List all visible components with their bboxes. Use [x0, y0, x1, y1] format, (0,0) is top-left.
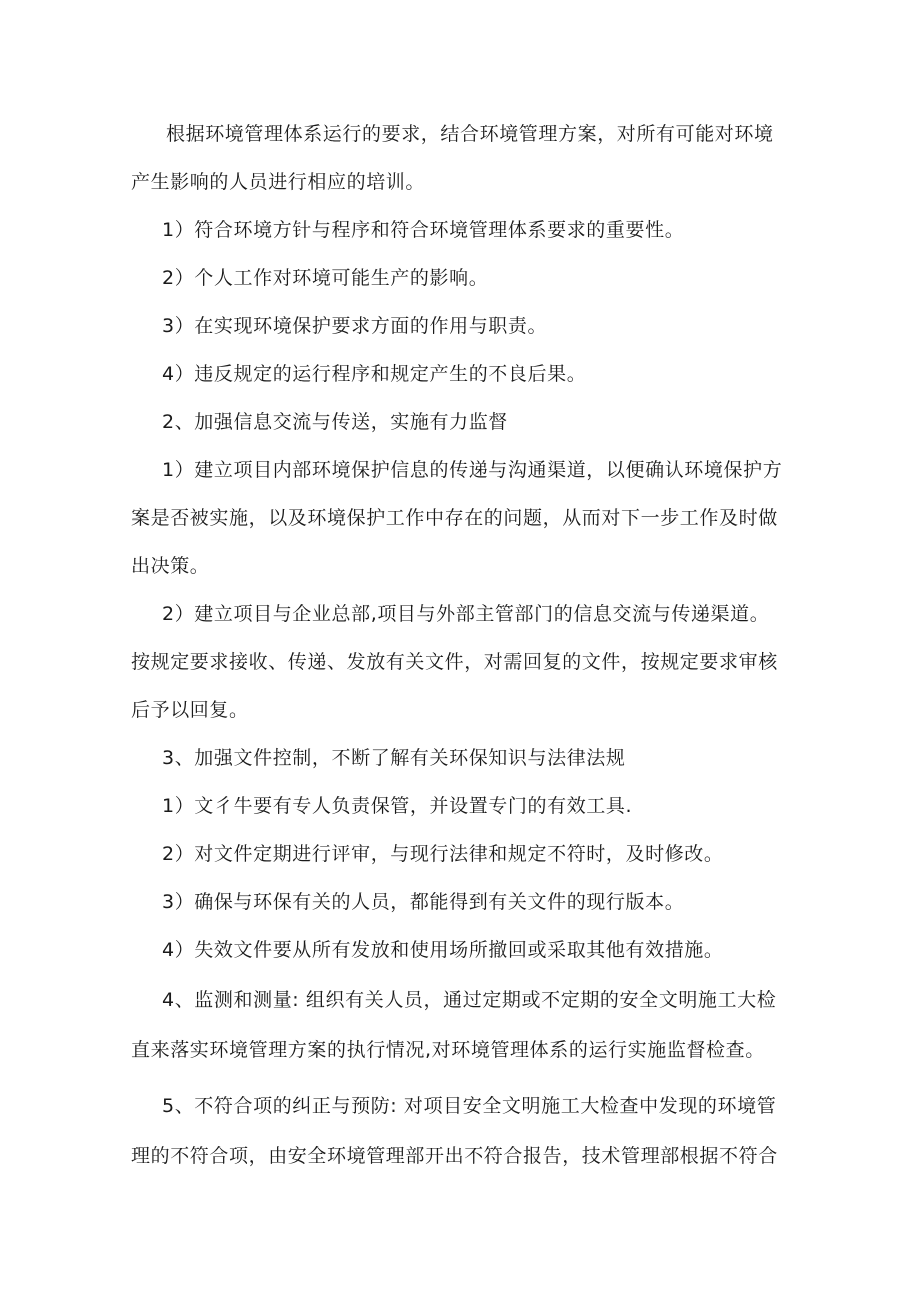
paragraph-line: 案是否被实施，以及环境保护工作中存在的问题，从而对下一步工作及时做: [131, 507, 778, 529]
list-item: 2）个人工作对环境可能生产的影响。: [162, 267, 489, 289]
paragraph-line: 后予以回复。: [131, 699, 249, 721]
list-item: 2）对文件定期进行评审，与现行法律和规定不符时，及时修改。: [162, 843, 724, 865]
section-heading: 4、监测和测量: 组织有关人员，通过定期或不定期的安全文明施工大检: [162, 989, 777, 1011]
paragraph-line: 出决策。: [131, 555, 210, 577]
list-item: 4）违反规定的运行程序和规定产生的不良后果。: [162, 363, 587, 385]
paragraph-line: 产生影响的人员进行相应的培训。: [131, 171, 426, 193]
list-item: 1）建立项目内部环境保护信息的传递与沟通渠道，以便确认环境保护方: [162, 459, 783, 481]
list-item: 4）失效文件要从所有发放和使用场所撤回或采取其他有效措施。: [162, 939, 724, 961]
paragraph-line: 根据环境管理体系运行的要求，结合环境管理方案，对所有可能对环境: [166, 123, 774, 145]
paragraph-line: 直来落实环境管理方案的执行情况,对环境管理体系的运行实施监督检查。: [131, 1039, 765, 1061]
section-heading: 2、加强信息交流与传送，实施有力监督: [162, 411, 508, 433]
list-item: 3）在实现环境保护要求方面的作用与职责。: [162, 315, 548, 337]
paragraph-line: 理的不符合项，由安全环境管理部开出不符合报告，技术管理部根据不符合: [131, 1145, 778, 1167]
paragraph-line: 按规定要求接收、传递、发放有关文件，对需回复的文件，按规定要求审核: [131, 651, 778, 673]
list-item: 1）符合环境方针与程序和符合环境管理体系要求的重要性。: [162, 219, 685, 241]
section-heading: 5、不符合项的纠正与预防: 对项目安全文明施工大检查中发现的环境管: [162, 1095, 777, 1117]
list-item: 1）文彳牛要有专人负责保管，并设置专门的有效工具.: [162, 795, 633, 817]
list-item: 2）建立项目与企业总部,项目与外部主管部门的信息交流与传递渠道。: [162, 603, 770, 625]
section-heading: 3、加强文件控制，不断了解有关环保知识与法律法规: [162, 747, 626, 769]
list-item: 3）确保与环保有关的人员，都能得到有关文件的现行版本。: [162, 891, 685, 913]
